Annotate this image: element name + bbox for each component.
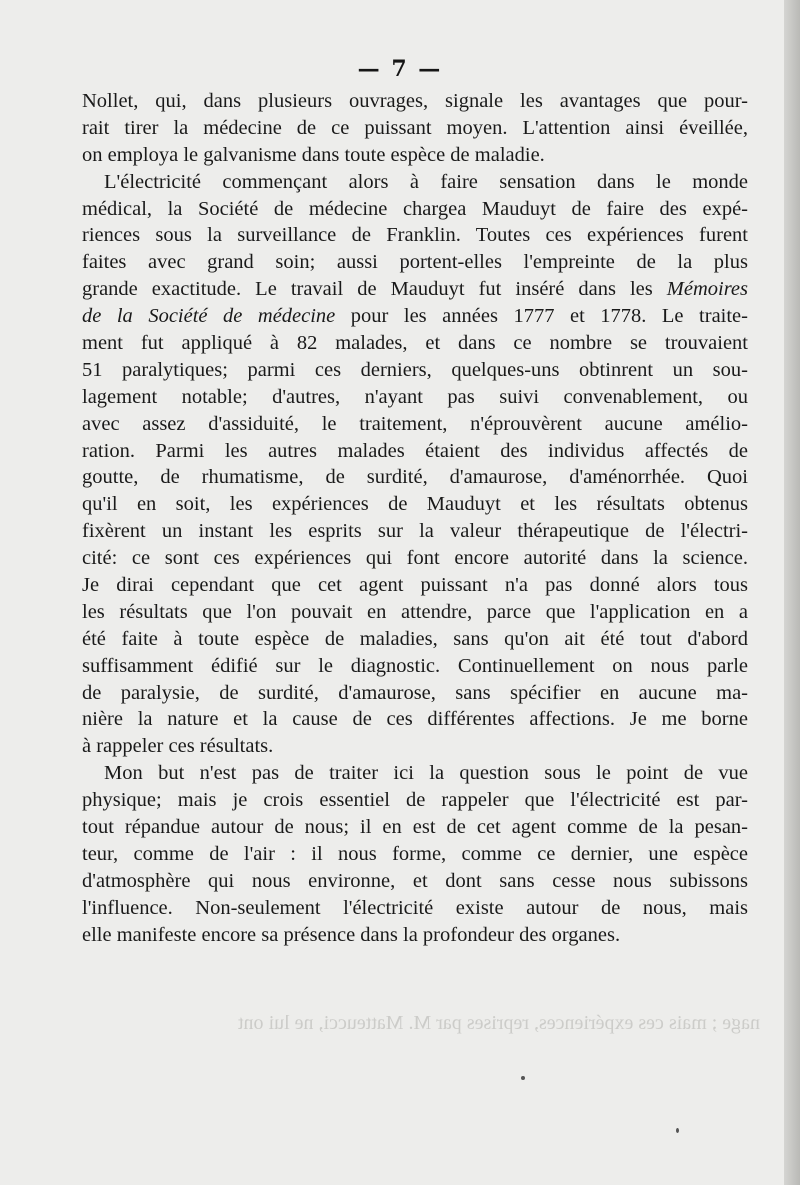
text-line: cité: ce sont ces expériences qui font encore autorité dans la science. (82, 547, 748, 570)
italic-title: Mémoires (666, 278, 748, 301)
text-line: ration. Parmi les autres malades étaient des individus affectés de (82, 439, 748, 462)
ink-speck (676, 1128, 679, 1133)
text-line: goutte, de rhumatisme, de surdité, d'amaurose, d'aménorrhée. Quoi (82, 466, 748, 489)
text-line: on employa le galvanisme dans toute espèce de maladie. (82, 143, 545, 166)
text-line: riences sous la surveillance de Franklin. Toutes ces expériences furent (82, 224, 748, 247)
ink-speck (521, 1076, 525, 1080)
text-line: nière la nature et la cause de ces différentes affections. Je me borne (82, 708, 748, 731)
text-line: les résultats que l'on pouvait en attendre, parce que l'application en a (82, 600, 748, 623)
text-line: physique; mais je crois essentiel de rappeler que l'électricité est par- (82, 789, 748, 812)
text-line: L'électricité commençant alors à faire sensation dans le monde (104, 170, 748, 193)
bleed-through-text: nage ; mais ces expériences, reprises par M. Matteucci, ne lui ont (237, 1012, 760, 1034)
text-line: à rappeler ces résultats. (82, 735, 274, 758)
page-edge-shadow (784, 0, 800, 1185)
italic-title: de la Société de médecine (82, 305, 336, 328)
text-line: l'influence. Non-seulement l'électricité existe autour de nous, mais (82, 896, 748, 919)
text-line: d'atmosphère qui nous environne, et dont sans cesse nous subissons (82, 869, 748, 892)
text-line: été faite à toute espèce de maladies, sans qu'on ait été tout d'abord (82, 627, 748, 650)
text-line (82, 303, 748, 330)
text-line: de paralysie, de surdité, d'amaurose, sans spécifier en aucune ma- (82, 681, 748, 704)
text-line: avec assez d'assiduité, le traitement, n'éprouvèrent aucune amélio- (82, 412, 748, 435)
text-line: Mon but n'est pas de traiter ici la question sous le point de vue (104, 762, 748, 785)
text-segment: grande exactitude. Le travail de Mauduyt fut inséré dans les (82, 278, 667, 301)
text-line: elle manifeste encore sa présence dans la profondeur des organes. (82, 923, 621, 946)
text-line: médical, la Société de médecine chargea Mauduyt de faire des expé- (82, 197, 748, 220)
body-text (82, 88, 748, 949)
text-line: suffisamment édifié sur le diagnostic. Continuellement on nous parle (82, 654, 748, 677)
text-segment: pour les années 1777 et 1778. Le traite- (335, 305, 748, 328)
text-line: qu'il en soit, les expériences de Mauduyt et les résultats obtenus (82, 493, 748, 516)
text-line: lagement notable; d'autres, n'ayant pas suivi convenablement, ou (82, 385, 748, 408)
text-line: ment fut appliqué à 82 malades, et dans ce nombre se trouvaient (82, 332, 748, 355)
text-line (82, 276, 748, 303)
text-line: Je dirai cependant que cet agent puissant n'a pas donné alors tous (82, 574, 748, 597)
text-line: teur, comme de l'air : il nous forme, comme ce dernier, une espèce (82, 842, 748, 865)
text-line: fixèrent un instant les esprits sur la valeur thérapeutique de l'électri- (82, 520, 748, 543)
page-number-header: — 7 — (357, 56, 443, 82)
text-line: faites avec grand soin; aussi portent-elles l'empreinte de la plus (82, 251, 748, 274)
text-line: rait tirer la médecine de ce puissant moyen. L'attention ainsi éveillée, (82, 116, 748, 139)
text-line: Nollet, qui, dans plusieurs ouvrages, signale les avantages que pour- (82, 90, 748, 112)
text-line: 51 paralytiques; parmi ces derniers, quelques-uns obtinrent un sou- (82, 358, 748, 381)
text-line: tout répandue autour de nous; il en est de cet agent comme de la pesan- (82, 816, 748, 839)
